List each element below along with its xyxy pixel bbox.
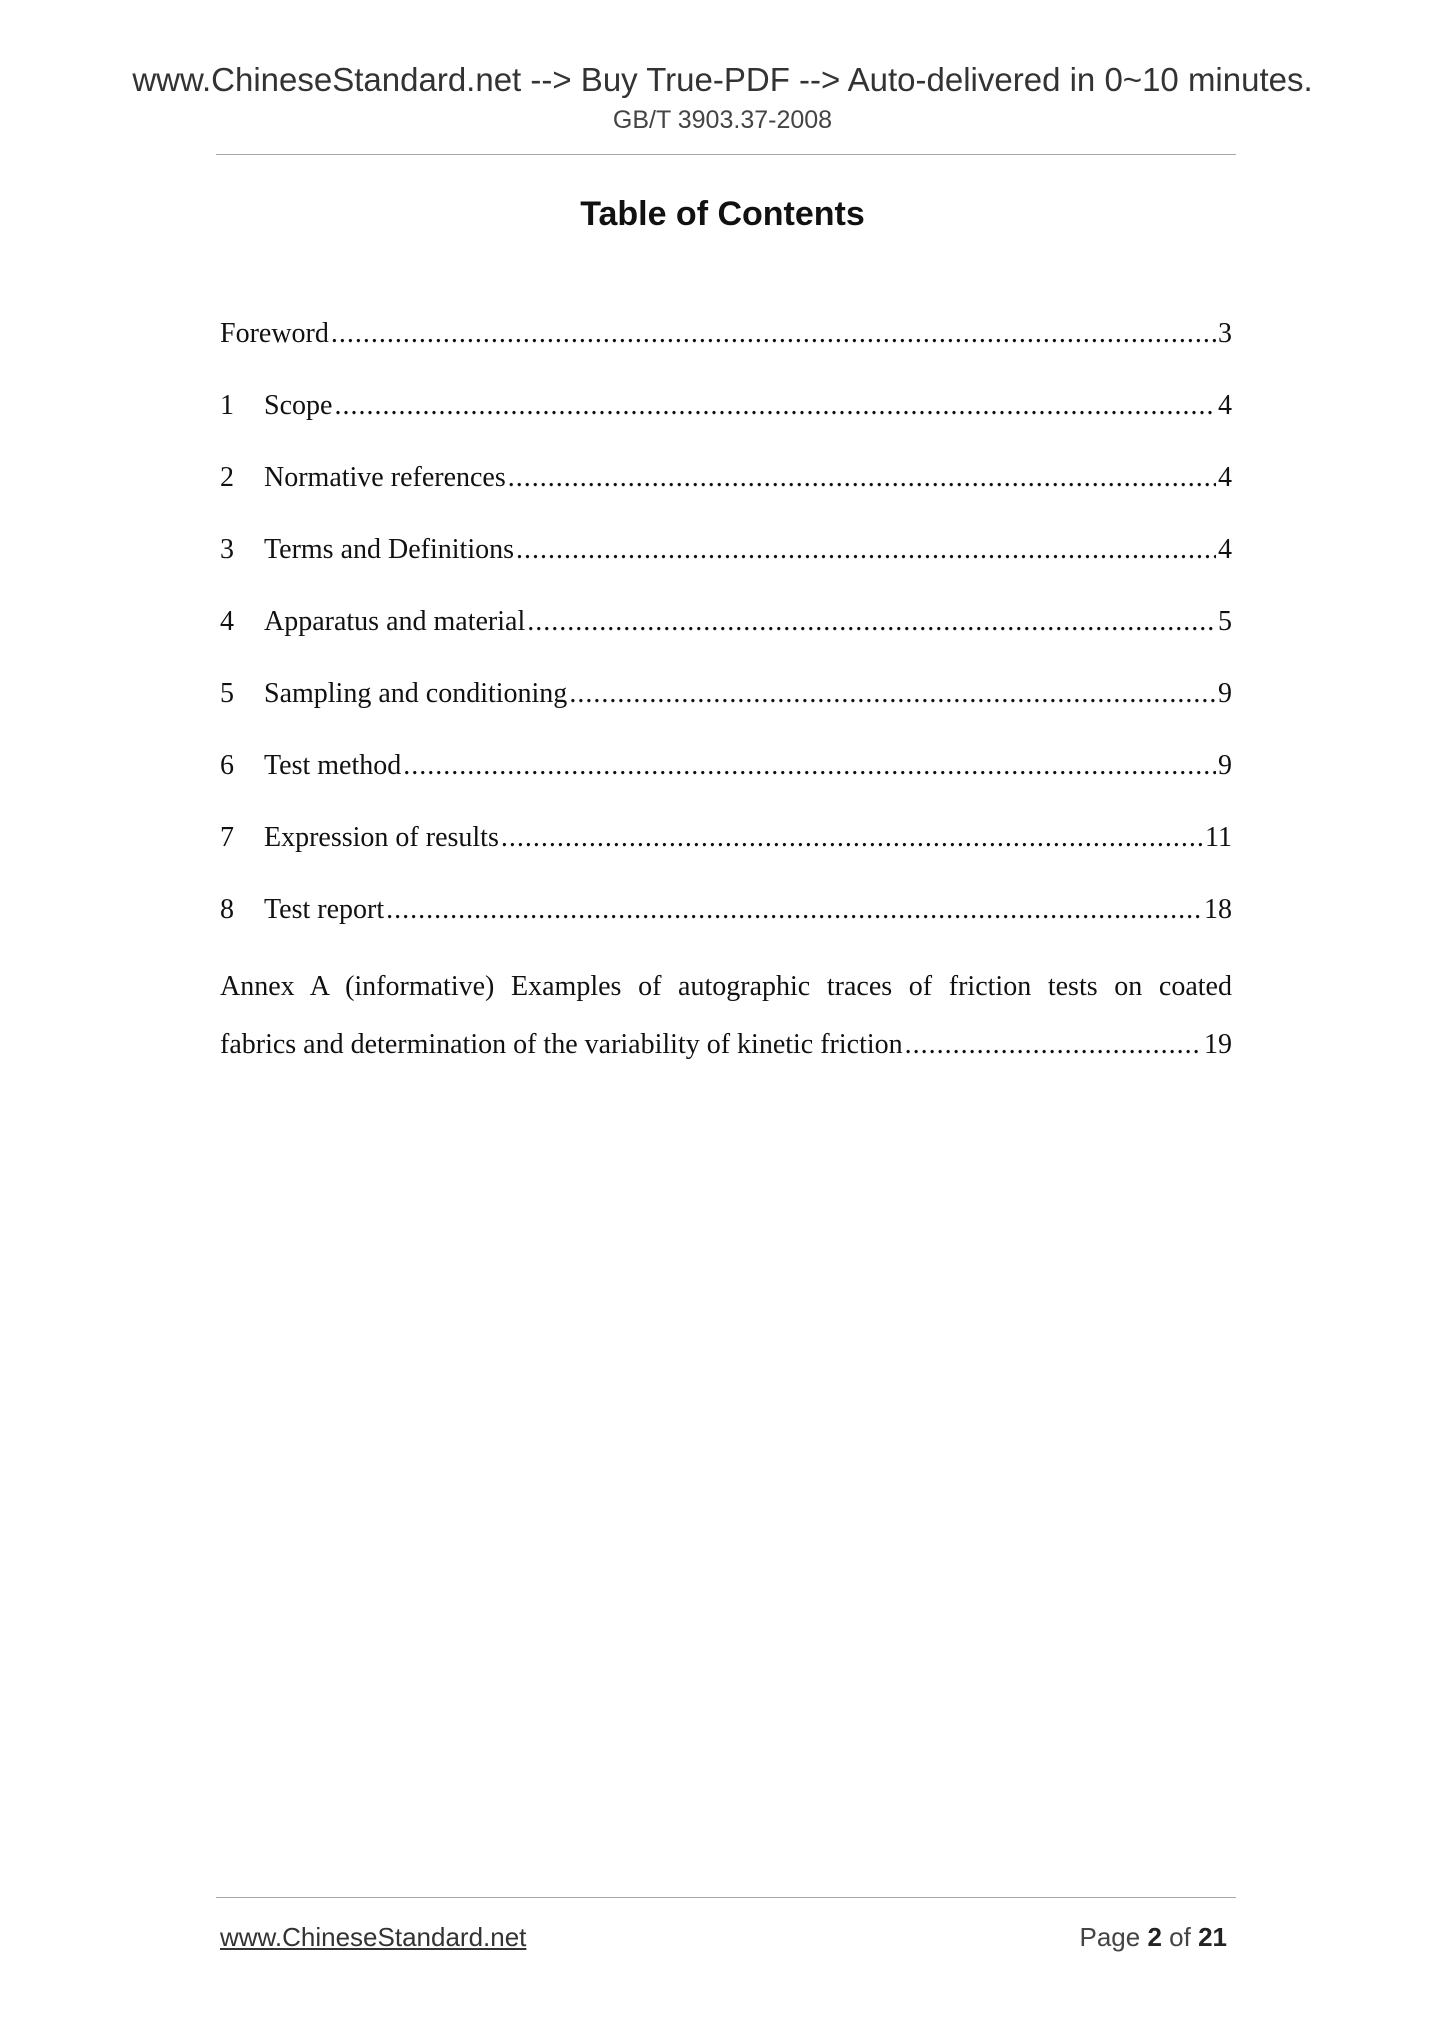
footer-divider bbox=[216, 1897, 1236, 1898]
toc-leader-dots bbox=[403, 742, 1216, 790]
toc-leader-dots bbox=[386, 886, 1202, 934]
annex-title-line-1: Annex A (informative) Examples of autographic traces of friction tests on coated bbox=[220, 971, 1232, 1002]
toc-entry-terms-and-definitions[interactable] bbox=[220, 526, 1232, 598]
toc-entry-normative-references[interactable] bbox=[220, 454, 1232, 526]
toc-entry-label: Normative references bbox=[264, 462, 506, 493]
toc-entry-number: 2 bbox=[220, 462, 234, 493]
toc-entry-number: 4 bbox=[220, 606, 234, 637]
toc-entry-page: 9 bbox=[1218, 750, 1232, 781]
table-of-contents bbox=[220, 310, 1232, 1074]
toc-entry-page: 5 bbox=[1218, 606, 1232, 637]
toc-leader-dots bbox=[501, 814, 1203, 862]
toc-entry-label: Test method bbox=[264, 750, 402, 781]
toc-entry-page: 18 bbox=[1204, 894, 1232, 925]
toc-leader-dots bbox=[905, 1016, 1202, 1074]
toc-entry-label: Apparatus and material bbox=[264, 606, 526, 637]
page-prefix: Page bbox=[1079, 1922, 1141, 1952]
toc-entry-page: 4 bbox=[1218, 462, 1232, 493]
header-banner: www.ChineseStandard.net --> Buy True-PDF --> Auto-delivered in 0~10 minutes. bbox=[132, 61, 1313, 98]
toc-leader-dots bbox=[508, 454, 1216, 502]
page-current: 2 bbox=[1147, 1922, 1162, 1952]
header-divider bbox=[216, 154, 1236, 155]
toc-entry-label: Test report bbox=[264, 894, 385, 925]
toc-entry-test-method[interactable] bbox=[220, 742, 1232, 814]
toc-entry-label: Terms and Definitions bbox=[264, 534, 514, 565]
toc-leader-dots bbox=[516, 526, 1216, 574]
toc-entry-foreword[interactable] bbox=[220, 310, 1232, 382]
toc-entry-label: Expression of results bbox=[264, 822, 499, 853]
toc-leader-dots bbox=[569, 670, 1216, 718]
toc-entry-label: Sampling and conditioning bbox=[264, 678, 568, 709]
toc-entry-expression-of-results[interactable] bbox=[220, 814, 1232, 886]
toc-entry-scope[interactable] bbox=[220, 382, 1232, 454]
annex-title-line-2 bbox=[220, 1016, 1232, 1074]
toc-leader-dots bbox=[334, 382, 1216, 430]
toc-entry-number: 1 bbox=[220, 390, 234, 421]
toc-entry-label: Foreword bbox=[220, 318, 329, 349]
toc-entry-page: 3 bbox=[1218, 318, 1232, 349]
page-title: Table of Contents bbox=[580, 195, 865, 233]
page-of: of bbox=[1169, 1922, 1191, 1952]
toc-entry-test-report[interactable] bbox=[220, 886, 1232, 958]
toc-entry-annex-a[interactable] bbox=[220, 958, 1232, 1074]
page-total: 21 bbox=[1198, 1922, 1227, 1952]
toc-entry-page: 9 bbox=[1218, 678, 1232, 709]
toc-entry-number: 3 bbox=[220, 534, 234, 565]
standard-code: GB/T 3903.37-2008 bbox=[612, 106, 833, 134]
footer-website-link[interactable]: www.ChineseStandard.net bbox=[220, 1922, 527, 1952]
toc-entry-number: 8 bbox=[220, 894, 234, 925]
toc-entry-page: 4 bbox=[1218, 390, 1232, 421]
toc-leader-dots bbox=[527, 598, 1216, 646]
toc-entry-number: 6 bbox=[220, 750, 234, 781]
toc-entry-page: 19 bbox=[1204, 1029, 1232, 1060]
toc-entry-apparatus-and-material[interactable] bbox=[220, 598, 1232, 670]
toc-entry-sampling-and-conditioning[interactable] bbox=[220, 670, 1232, 742]
toc-entry-number: 7 bbox=[220, 822, 234, 853]
toc-entry-number: 5 bbox=[220, 678, 234, 709]
toc-entry-label: Scope bbox=[264, 390, 333, 421]
page-number bbox=[1079, 1920, 1227, 1954]
toc-leader-dots bbox=[331, 310, 1216, 358]
toc-entry-page: 4 bbox=[1218, 534, 1232, 565]
toc-entry-label: fabrics and determination of the variability of kinetic friction bbox=[220, 1029, 903, 1060]
toc-entry-page: 11 bbox=[1205, 822, 1232, 853]
